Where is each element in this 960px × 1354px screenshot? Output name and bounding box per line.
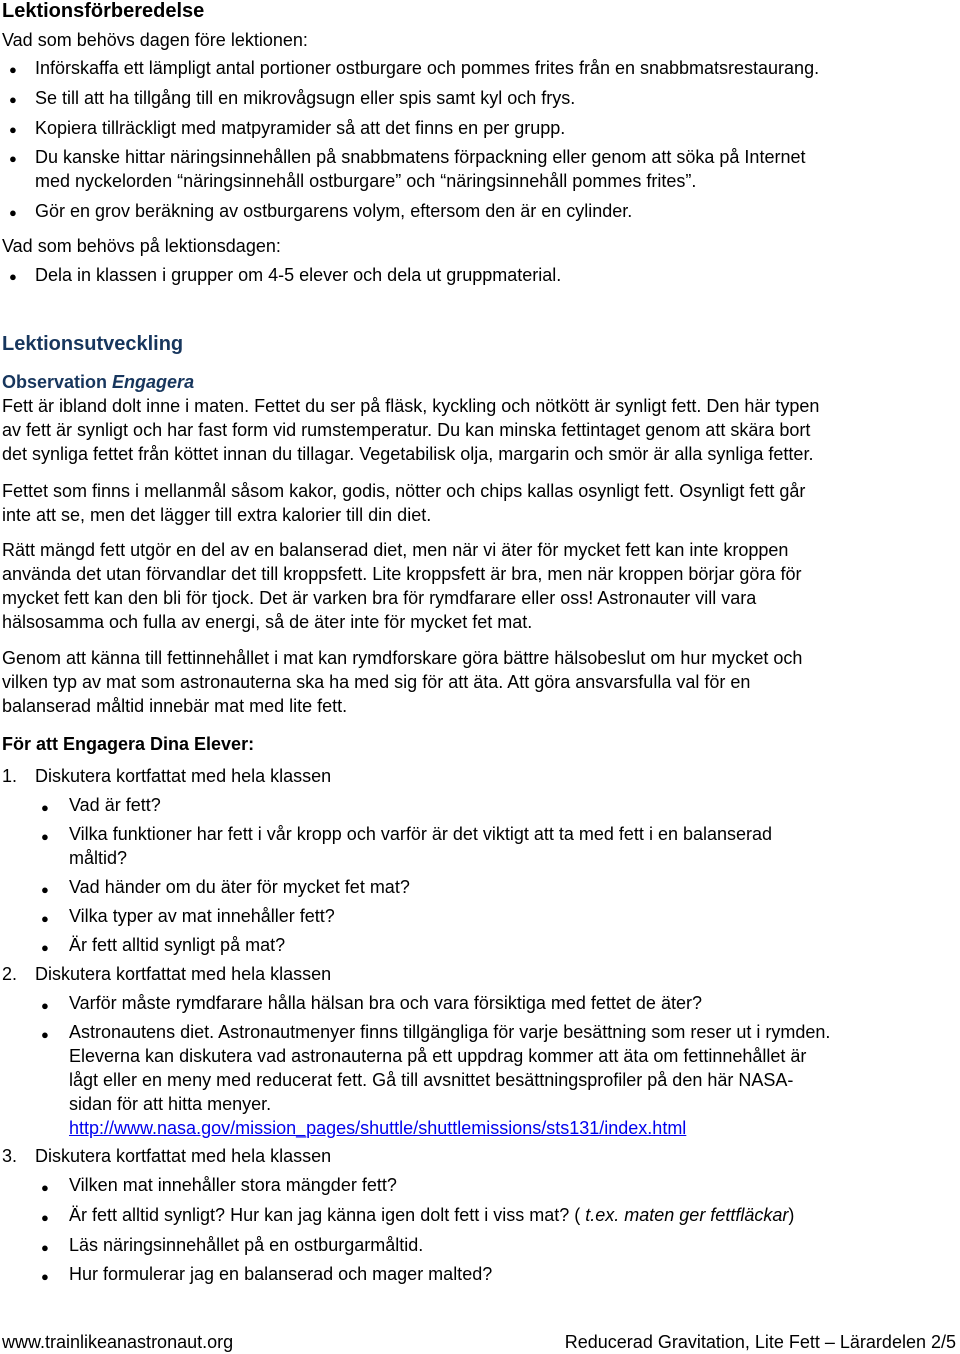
bullet-icon: ● <box>41 998 49 1013</box>
list-item: Är fett alltid synligt på mat? <box>69 935 286 955</box>
list-item-continuation: lågt eller en meny med reducerat fett. Gå till avsnittet besättningsprofiler på den här NASA- <box>69 1070 794 1090</box>
prep-intro-before: Vad som behövs dagen före lektionen: <box>2 30 308 50</box>
list-item: Se till att ha tillgång till en mikrovågsugn eller spis samt kyl och frys. <box>35 88 576 108</box>
list-item: Hur formulerar jag en balanserad och mager malted? <box>69 1264 493 1284</box>
subheading-engagera: Engagera <box>112 372 195 392</box>
list-item-close-paren: ) <box>788 1205 795 1225</box>
list-item: Astronautens diet. Astronautmenyer finns tillgängliga för varje besättning som reser ut i rymden. <box>69 1022 831 1042</box>
list-item-continuation: måltid? <box>69 848 128 868</box>
engage-heading: För att Engagera Dina Elever: <box>2 734 255 754</box>
paragraph-line: balanserad måltid innebär mat med lite fett. <box>2 696 348 716</box>
bullet-icon: ● <box>41 800 49 815</box>
prep-intro-day: Vad som behövs på lektionsdagen: <box>2 236 281 256</box>
list-item: Du kanske hittar näringsinnehållen på snabbmatens förpackning eller genom att söka på Internet <box>35 147 806 167</box>
list-item: Kopiera tillräckligt med matpyramider så att det finns en per grupp. <box>35 118 566 138</box>
bullet-icon: ● <box>41 1180 49 1195</box>
list-item-text: Är fett alltid synligt? Hur kan jag känna igen dolt fett i viss mat? ( <box>69 1205 586 1225</box>
paragraph-line: inte att se, men det lägger till extra kalorier till din diet. <box>2 505 432 525</box>
question-number: 3. <box>2 1146 18 1166</box>
paragraph-line: Fettet som finns i mellanmål såsom kakor, godis, nötter och chips kallas osynligt fett. Osynligt fett går <box>2 481 806 501</box>
paragraph-line: av fett är synligt och har fast form vid rumstemperatur. Du kan minska fettintaget genom att skära bort <box>2 420 811 440</box>
paragraph-line: hälsosamma och fulla av energi, så de äter inte för mycket fet mat. <box>2 612 533 632</box>
list-item: Varför måste rymdfarare hålla hälsan bra och vara försiktiga med fettet de äter? <box>69 993 702 1013</box>
list-item: Vilka typer av mat innehåller fett? <box>69 906 335 926</box>
list-item: Införskaffa ett lämpligt antal portioner ostburgare och pommes frites från en snabbmatsrestaurang. <box>35 58 820 78</box>
list-item <box>69 1203 794 1227</box>
dev-heading: Lektionsutveckling <box>2 333 184 355</box>
list-item: Vilka funktioner har fett i vår kropp och varför är det viktigt att ta med fett i en balanserad <box>69 824 773 844</box>
question-number: 2. <box>2 964 18 984</box>
question-title: Diskutera kortfattat med hela klassen <box>35 964 332 984</box>
list-item: Vilken mat innehåller stora mängder fett? <box>69 1175 397 1195</box>
question-number: 1. <box>2 766 18 786</box>
list-item: Dela in klassen i grupper om 4-5 elever och dela ut gruppmaterial. <box>35 265 562 285</box>
list-item: Läs näringsinnehållet på en ostburgarmåltid. <box>69 1235 424 1255</box>
bullet-icon: ● <box>9 205 17 220</box>
bullet-icon: ● <box>9 62 17 77</box>
list-item: Vad händer om du äter för mycket fet mat? <box>69 877 410 897</box>
subheading-observation: Observation <box>2 372 108 392</box>
bullet-icon: ● <box>9 269 17 284</box>
nasa-menu-link[interactable]: http://www.nasa.gov/mission_pages/shuttle/shuttlemissions/sts131/index.html <box>69 1118 687 1138</box>
bullet-icon: ● <box>41 911 49 926</box>
list-item-continuation: sidan för att hitta menyer. <box>69 1094 272 1114</box>
paragraph-line: Fett är ibland dolt inne i maten. Fettet du ser på fläsk, kyckling och nötkött är synligt fett. Den här typen <box>2 396 820 416</box>
prep-heading: Lektionsförberedelse <box>2 0 205 22</box>
bullet-icon: ● <box>9 122 17 137</box>
bullet-icon: ● <box>9 92 17 107</box>
question-title: Diskutera kortfattat med hela klassen <box>35 766 332 786</box>
question-title: Diskutera kortfattat med hela klassen <box>35 1146 332 1166</box>
footer-left: www.trainlikeanastronaut.org <box>2 1332 234 1352</box>
bullet-icon: ● <box>41 1210 49 1225</box>
list-item-example: t.ex. maten ger fettfläckar <box>585 1205 789 1225</box>
section-subheading <box>2 370 194 394</box>
paragraph-line: Rätt mängd fett utgör en del av en balanserad diet, men när vi äter för mycket fett kan inte kroppen <box>2 540 789 560</box>
paragraph-line: använda det utan förvandlar det till kroppsfett. Lite kroppsfett är bra, men när kroppen börjar göra för <box>2 564 802 584</box>
bullet-icon: ● <box>9 151 17 166</box>
bullet-icon: ● <box>41 1240 49 1255</box>
bullet-icon: ● <box>41 829 49 844</box>
footer-right: Reducerad Gravitation, Lite Fett – Lärardelen 2/5 <box>564 1332 956 1352</box>
paragraph-line: det synliga fettet från köttet innan du tillagar. Vegetabilisk olja, margarin och smör är alla synliga fetter. <box>2 444 814 464</box>
bullet-icon: ● <box>41 1269 49 1284</box>
list-item: Gör en grov beräkning av ostburgarens volym, eftersom den är en cylinder. <box>35 201 633 221</box>
bullet-icon: ● <box>41 1027 49 1042</box>
bullet-icon: ● <box>41 940 49 955</box>
paragraph-line: mycket fett kan den bli för tjock. Det är varken bra för rymdfarare eller oss! Astronauter vill vara <box>2 588 757 608</box>
list-item-continuation: Eleverna kan diskutera vad astronauterna på ett uppdrag kommer att äta om fettinnehållet är <box>69 1046 807 1066</box>
list-item: Vad är fett? <box>69 795 161 815</box>
paragraph-line: vilken typ av mat som astronauterna ska ha med sig för att äta. Att göra ansvarsfulla val för en <box>2 672 751 692</box>
bullet-icon: ● <box>41 882 49 897</box>
list-item-continuation: med nyckelorden “näringsinnehåll ostburgare” och “näringsinnehåll pommes frites”. <box>35 171 697 191</box>
paragraph-line: Genom att känna till fettinnehållet i mat kan rymdforskare göra bättre hälsobeslut om hur mycket och <box>2 648 803 668</box>
